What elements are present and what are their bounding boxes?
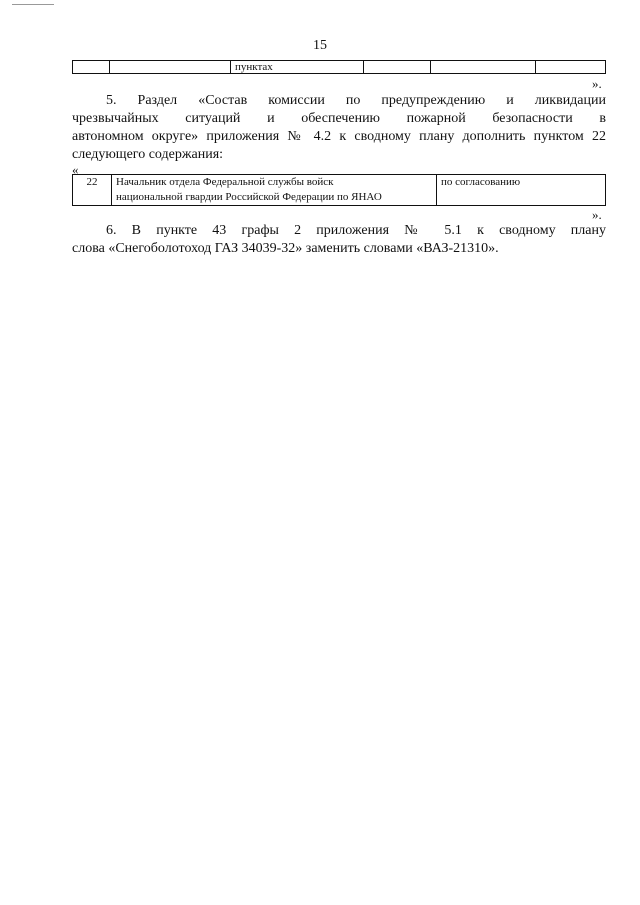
table-cell (110, 61, 231, 74)
row-number-cell: 22 (73, 175, 112, 206)
item-5-line: автономном округе» приложения № 4.2 к сводному плану дополнить пунктом 22 (72, 129, 606, 144)
item-6-line: 6. В пункте 43 графы 2 приложения № 5.1 к сводному плану (106, 223, 606, 238)
table-cell (431, 61, 536, 74)
position-cell (112, 175, 437, 206)
position-line: Начальник отдела Федеральной службы войск (116, 176, 334, 188)
status-cell: по согласованию (437, 175, 606, 206)
item-6-line: слова «Снегоболотоход ГАЗ 34039-32» заменить словами «ВАЗ-21310». (72, 241, 499, 256)
table-cell (536, 61, 606, 74)
closing-quote: ». (592, 76, 602, 91)
scan-corner-mark (12, 4, 54, 5)
item-5-line: 5. Раздел «Состав комиссии по предупреждению и ликвидации (106, 93, 606, 108)
item-6-paragraph (72, 222, 606, 258)
page-number: 15 (313, 38, 327, 53)
continued-table-fragment (72, 60, 606, 74)
item-5-line: чрезвычайных ситуаций и обеспечению пожарной безопасности в (72, 111, 606, 126)
opening-quote: « (72, 162, 79, 177)
closing-quote: ». (592, 207, 602, 222)
item-22-table (72, 174, 606, 206)
table-cell (364, 61, 431, 74)
item-5-line: следующего содержания: (72, 147, 224, 162)
table-cell (73, 61, 110, 74)
table-cell: пунктах (231, 61, 364, 74)
table-row (73, 61, 606, 74)
item-5-paragraph (72, 92, 606, 164)
position-line: национальной гвардии Российской Федерации по ЯНАО (116, 191, 382, 203)
table-row (73, 175, 606, 206)
